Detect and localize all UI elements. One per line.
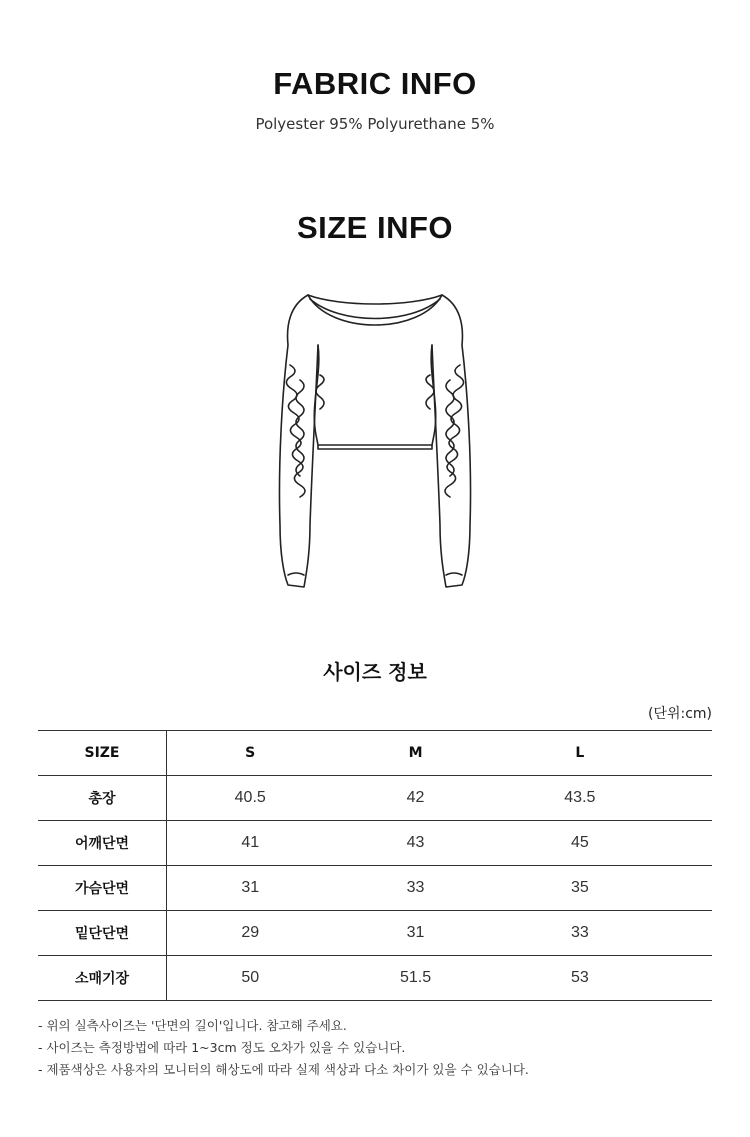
size-table-title: 사이즈 정보 xyxy=(323,660,427,684)
row-value: 53 xyxy=(498,956,662,1001)
table-spacer xyxy=(662,821,712,866)
row-value: 33 xyxy=(333,866,497,911)
table-row xyxy=(38,911,712,956)
table-row xyxy=(38,821,712,866)
row-value: 45 xyxy=(498,821,662,866)
row-value: 42 xyxy=(333,776,497,821)
row-label: 가슴단면 xyxy=(38,866,167,911)
fabric-composition: Polyester 95% Polyurethane 5% xyxy=(255,115,495,133)
fabric-info-title: FABRIC INFO xyxy=(273,66,477,101)
table-row xyxy=(38,956,712,1001)
row-value: 33 xyxy=(498,911,662,956)
row-value: 35 xyxy=(498,866,662,911)
row-value: 43.5 xyxy=(498,776,662,821)
notes-list xyxy=(38,1015,529,1081)
size-header-m: M xyxy=(333,731,497,776)
size-header-label: SIZE xyxy=(38,731,167,776)
unit-label: (단위:cm) xyxy=(647,706,712,722)
row-label: 어깨단면 xyxy=(38,821,167,866)
row-value: 29 xyxy=(167,911,334,956)
table-spacer xyxy=(662,776,712,821)
row-value: 41 xyxy=(167,821,334,866)
row-value: 50 xyxy=(167,956,334,1001)
row-value: 31 xyxy=(333,911,497,956)
table-spacer xyxy=(662,956,712,1001)
note-item: - 위의 실측사이즈는 '단면의 길이'입니다. 참고해 주세요. xyxy=(38,1018,347,1033)
row-label: 총장 xyxy=(38,776,167,821)
note-item: - 제품색상은 사용자의 모니터의 해상도에 따라 실제 색상과 다소 차이가 있을 수 있습니다. xyxy=(38,1062,529,1077)
row-label: 소매기장 xyxy=(38,956,167,1001)
size-header-s: S xyxy=(167,731,334,776)
size-info-title: SIZE INFO xyxy=(296,210,454,245)
row-value: 51.5 xyxy=(333,956,497,1001)
table-row xyxy=(38,866,712,911)
table-header-row xyxy=(38,731,712,776)
note-item: - 사이즈는 측정방법에 따라 1~3cm 정도 오차가 있을 수 있습니다. xyxy=(38,1040,406,1055)
table-spacer xyxy=(662,866,712,911)
row-label: 밑단단면 xyxy=(38,911,167,956)
table-row xyxy=(38,776,712,821)
row-value: 43 xyxy=(333,821,497,866)
table-spacer xyxy=(662,731,712,776)
row-value: 40.5 xyxy=(167,776,334,821)
size-table xyxy=(38,730,712,1001)
table-spacer xyxy=(662,911,712,956)
row-value: 31 xyxy=(167,866,334,911)
size-header-l: L xyxy=(498,731,662,776)
garment-illustration-icon xyxy=(270,285,480,595)
